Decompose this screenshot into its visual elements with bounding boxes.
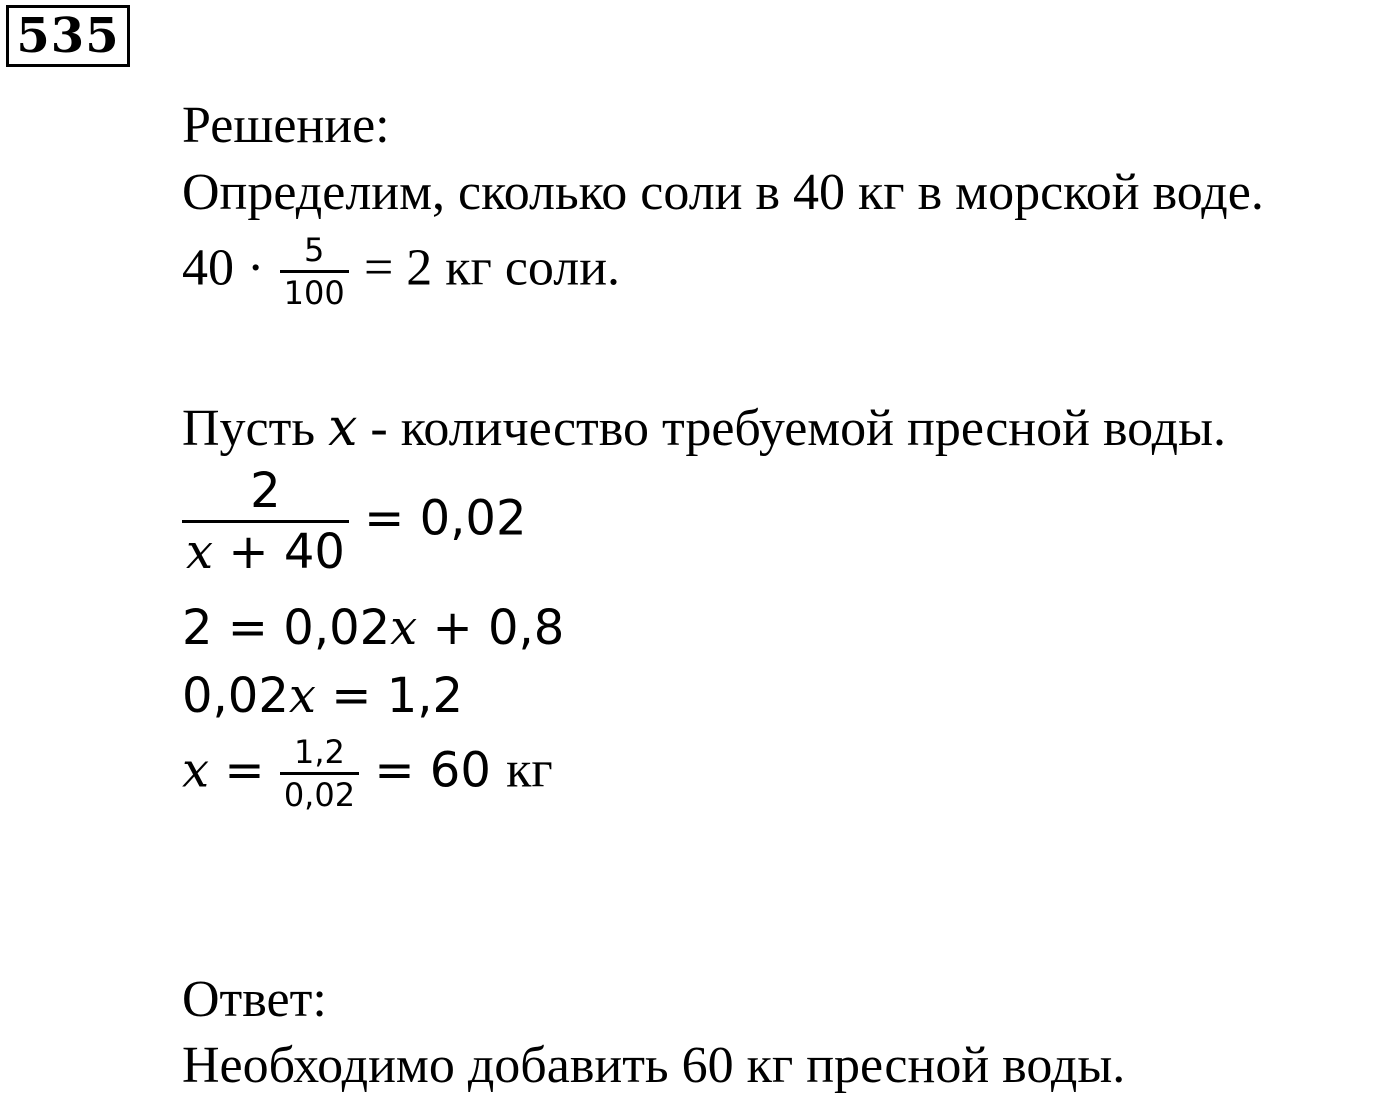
eq3-var: x bbox=[288, 668, 316, 724]
let-after: - количество требуемой пресной воды. bbox=[357, 400, 1227, 457]
eq2-lhs: 2 = 0,02 bbox=[182, 600, 391, 656]
solution-heading: Решение: bbox=[182, 97, 390, 154]
eq4-eq: = bbox=[209, 742, 280, 799]
step1-fraction-den: 100 bbox=[283, 274, 345, 312]
eq4-fraction bbox=[280, 732, 359, 815]
let-var: x bbox=[328, 398, 358, 458]
step1-text: Определим, сколько соли в 40 кг в морской воде. bbox=[182, 164, 1264, 221]
equation-3 bbox=[182, 666, 463, 726]
eq3-lhs: 0,02 bbox=[182, 668, 289, 724]
eq3-rhs: = 1,2 bbox=[315, 668, 464, 724]
eq1-rhs: = 0,02 bbox=[348, 490, 527, 547]
step1-lhs: 40 · bbox=[182, 239, 265, 297]
eq1-fraction-num: 2 bbox=[182, 462, 349, 523]
step1-equation bbox=[182, 230, 620, 313]
equation-2 bbox=[182, 598, 564, 658]
eq4-fraction-den: 0,02 bbox=[283, 776, 356, 814]
eq1-fraction-den bbox=[182, 523, 349, 581]
step1-fraction-num: 5 bbox=[280, 230, 349, 273]
eq4-rhs: = 60 bbox=[359, 742, 507, 799]
let-text bbox=[182, 398, 1226, 459]
step1-fraction bbox=[280, 230, 349, 313]
problem-number: 535 bbox=[6, 5, 130, 67]
eq2-rhs: + 0,8 bbox=[417, 600, 565, 656]
answer-text: Необходимо добавить 60 кг пресной воды. bbox=[182, 1037, 1126, 1094]
eq4-fraction-num: 1,2 bbox=[280, 732, 359, 775]
eq1-den-var: x bbox=[186, 524, 214, 580]
eq1-den-rest: + 40 bbox=[213, 524, 345, 580]
eq4-unit: кг bbox=[506, 741, 553, 799]
equation-4 bbox=[182, 732, 553, 815]
let-before: Пусть bbox=[182, 400, 329, 457]
eq2-var: x bbox=[390, 600, 418, 656]
answer-heading: Ответ: bbox=[182, 971, 327, 1028]
step1-rhs: = 2 кг соли. bbox=[363, 239, 621, 297]
eq1-fraction bbox=[182, 462, 349, 581]
eq4-var: x bbox=[182, 742, 210, 799]
equation-1 bbox=[182, 462, 527, 581]
